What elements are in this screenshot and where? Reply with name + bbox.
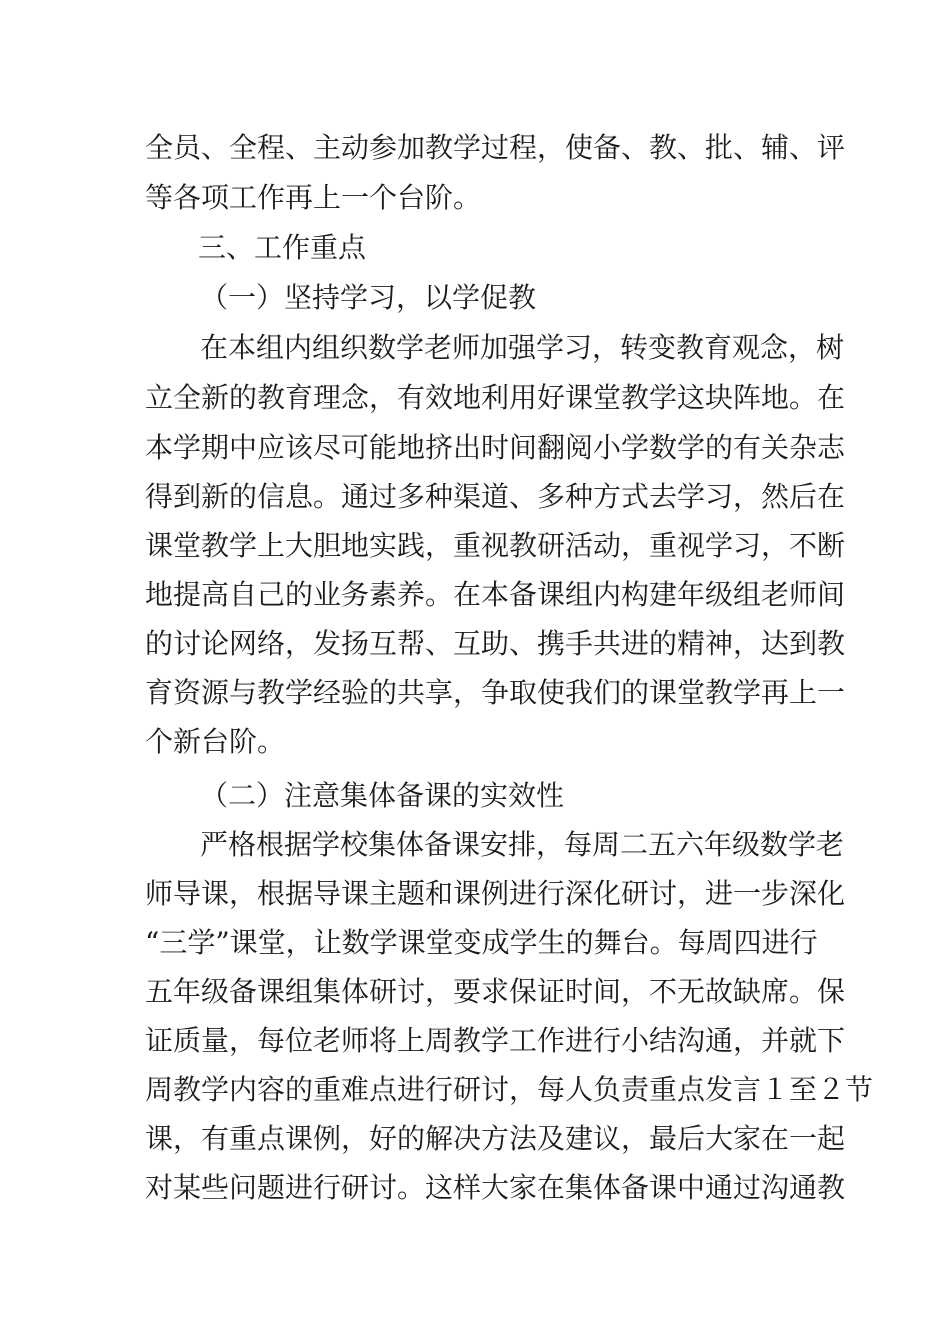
paragraph-line: 课堂教学上大胆地实践，重视教研活动，重视学习，不断	[145, 529, 846, 562]
paragraph-line: 证质量，每位老师将上周教学工作进行小结沟通，并就下	[145, 1024, 846, 1057]
section-heading: 三、工作重点	[198, 231, 367, 264]
paragraph-line: 对某些问题进行研讨。这样大家在集体备课中通过沟通教	[145, 1171, 846, 1204]
paragraph-line: 育资源与教学经验的共享，争取使我们的课堂教学再上一	[145, 676, 846, 709]
paragraph-line: 立全新的教育理念，有效地利用好课堂教学这块阵地。在	[145, 381, 846, 414]
paragraph-line: 地提高自己的业务素养。在本备课组内构建年级组老师间	[145, 578, 846, 611]
paragraph-line: 个新台阶。	[145, 725, 286, 758]
paragraph-line: 在本组内组织数学老师加强学习，转变教育观念，树	[200, 331, 845, 364]
subsection-heading: （二）注意集体备课的实效性	[200, 779, 565, 812]
paragraph-line: 全员、全程、主动参加教学过程，使备、教、批、辅、评	[145, 131, 846, 164]
paragraph-line: 的讨论网络，发扬互帮、互助、携手共进的精神，达到教	[145, 627, 846, 660]
paragraph-line: 本学期中应该尽可能地挤出时间翻阅小学数学的有关杂志	[145, 431, 846, 464]
paragraph-line: 周教学内容的重难点进行研讨，每人负责重点发言１至２节	[145, 1073, 874, 1106]
paragraph-line: 师导课，根据导课主题和课例进行深化研讨，进一步深化	[145, 877, 846, 910]
paragraph-line: “三学”课堂，让数学课堂变成学生的舞台。每周四进行	[145, 926, 818, 959]
subsection-heading: （一）坚持学习，以学促教	[200, 281, 537, 314]
paragraph-line: 严格根据学校集体备课安排，每周二五六年级数学老	[200, 828, 845, 861]
paragraph-line: 得到新的信息。通过多种渠道、多种方式去学习，然后在	[145, 480, 846, 513]
paragraph-line: 课，有重点课例，好的解决方法及建议，最后大家在一起	[145, 1122, 846, 1155]
paragraph-line: 五年级备课组集体研讨，要求保证时间，不无故缺席。保	[145, 975, 846, 1008]
paragraph-line: 等各项工作再上一个台阶。	[145, 181, 482, 214]
